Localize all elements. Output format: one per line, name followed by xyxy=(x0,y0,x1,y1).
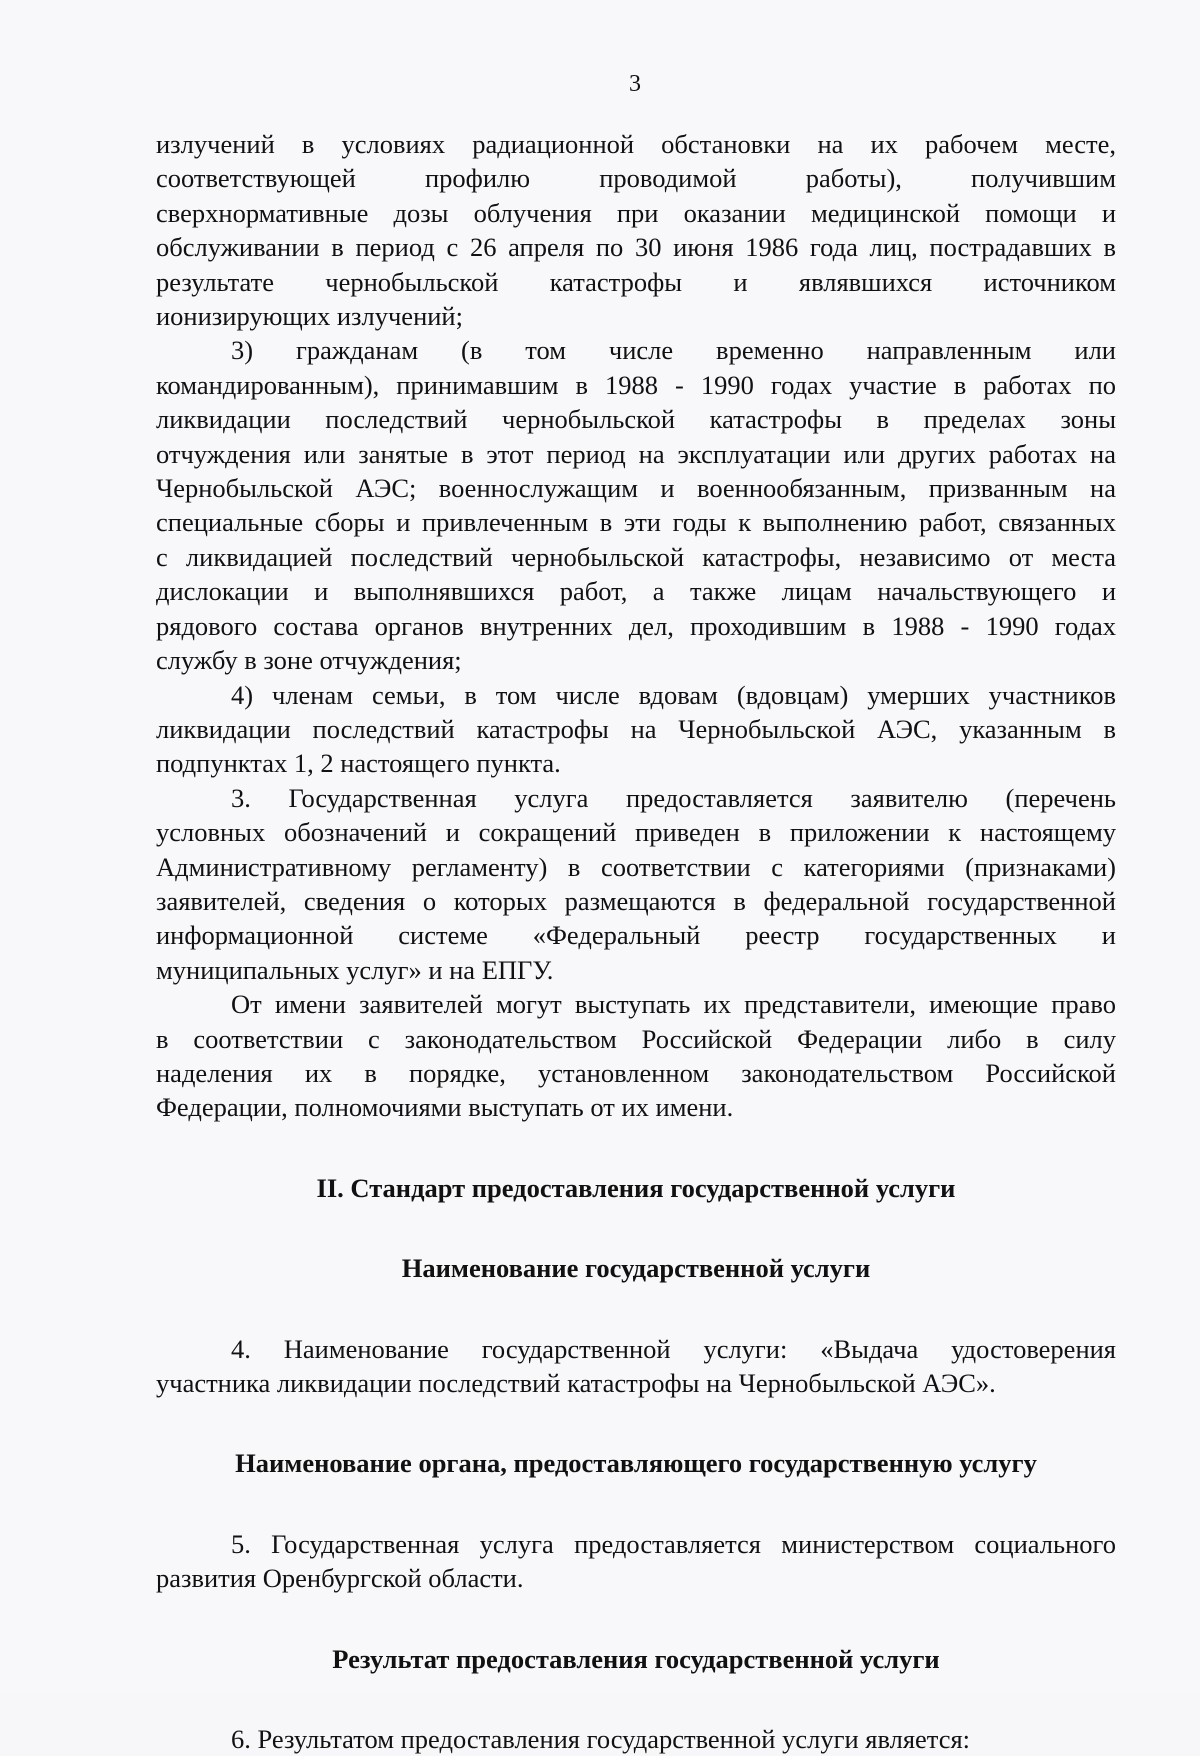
text-line: участника ликвидации последствий катастрофы на Чернобыльской АЭС». xyxy=(156,1368,996,1398)
text-line: муниципальных услуг» и на ЕПГУ. xyxy=(156,954,554,985)
paragraph-item-4 xyxy=(156,678,1116,781)
text-line: условных обозначений и сокращений приведен в приложении к настоящему xyxy=(156,817,1116,848)
text-line: с ликвидацией последствий чернобыльской катастрофы, независимо от места xyxy=(156,541,1116,572)
text-line: 3. Государственная услуга предоставляется заявителю (перечень xyxy=(231,782,1116,813)
text-line: 5. Государственная услуга предоставляется министерством социального xyxy=(231,1528,1116,1559)
subheading-authority: Наименование органа, предоставляющего государственную услугу xyxy=(235,1448,1037,1479)
text-line: 3) гражданам (в том числе временно направленным или xyxy=(231,335,1116,366)
text-line: подпунктах 1, 2 настоящего пункта. xyxy=(156,748,561,779)
text-line: соответствующей профилю проводимой работы), получившим xyxy=(156,163,1116,194)
text-line: Чернобыльской АЭС; военнослужащим и военнообязанным, призванным на xyxy=(156,473,1116,504)
text-line: информационной системе «Федеральный реестр государственных и xyxy=(156,920,1116,951)
text-line: заявителей, сведения о которых размещаются в федеральной государственной xyxy=(156,885,1116,916)
page-number: 3 xyxy=(629,71,641,97)
text-line: сверхнормативные дозы облучения при оказании медицинской помощи и xyxy=(156,197,1116,228)
subheading-result: Результат предоставления государственной услуги xyxy=(332,1643,940,1674)
subheading-service-name: Наименование государственной услуги xyxy=(401,1253,871,1284)
text-line: ликвидации последствий катастрофы на Чернобыльской АЭС, указанным в xyxy=(156,713,1116,744)
text-line: ионизирующих излучений; xyxy=(156,301,463,332)
text-line: ликвидации последствий чернобыльской катастрофы в пределах зоны xyxy=(156,404,1116,435)
paragraph-representatives xyxy=(156,987,1116,1125)
text-line: 4) членам семьи, в том числе вдовам (вдовцам) умерших участников xyxy=(231,679,1116,710)
text-line: развития Оренбургской области. xyxy=(156,1563,524,1594)
text-line: службу в зоне отчуждения; xyxy=(156,645,462,676)
paragraph-clause-4 xyxy=(156,1332,1116,1401)
text-line: Федерации, полномочиями выступать от их имени. xyxy=(156,1092,734,1123)
paragraph-continuation xyxy=(156,127,1116,333)
text-line: 6. Результатом предоставления государственной услуги является: xyxy=(231,1724,971,1755)
text-line: От имени заявителей могут выступать их представители, имеющие право xyxy=(231,989,1116,1020)
paragraph-item-3 xyxy=(156,333,1116,677)
paragraph-clause-5 xyxy=(156,1527,1116,1596)
text-line: излучений в условиях радиационной обстановки на их рабочем месте, xyxy=(156,129,1116,159)
paragraph-clause-6 xyxy=(156,1722,1116,1756)
section-heading: II. Стандарт предоставления государственной услуги xyxy=(316,1172,956,1203)
text-line: рядового состава органов внутренних дел, проходившим в 1988 - 1990 годах xyxy=(156,610,1116,641)
document-body xyxy=(156,127,1116,1756)
text-line: результате чернобыльской катастрофы и являвшихся источником xyxy=(156,266,1116,297)
text-line: Административному регламенту) в соответствии с категориями (признаками) xyxy=(156,851,1116,882)
paragraph-clause-3 xyxy=(156,781,1116,987)
text-line: специальные сборы и привлеченным в эти годы к выполнению работ, связанных xyxy=(156,507,1116,538)
text-line: обслуживании в период с 26 апреля по 30 июня 1986 года лиц, пострадавших в xyxy=(156,232,1116,263)
text-line: наделения их в порядке, установленном законодательством Российской xyxy=(156,1057,1116,1088)
text-line: 4. Наименование государственной услуги: «Выдача удостоверения xyxy=(231,1333,1116,1364)
text-line: в соответствии с законодательством Российской Федерации либо в силу xyxy=(156,1023,1116,1054)
text-line: дислокации и выполнявшихся работ, а также лицам начальствующего и xyxy=(156,576,1116,607)
text-line: командированным), принимавшим в 1988 - 1990 годах участие в работах по xyxy=(156,369,1116,400)
text-line: отчуждения или занятые в этот период на эксплуатации или других работах на xyxy=(156,438,1116,469)
